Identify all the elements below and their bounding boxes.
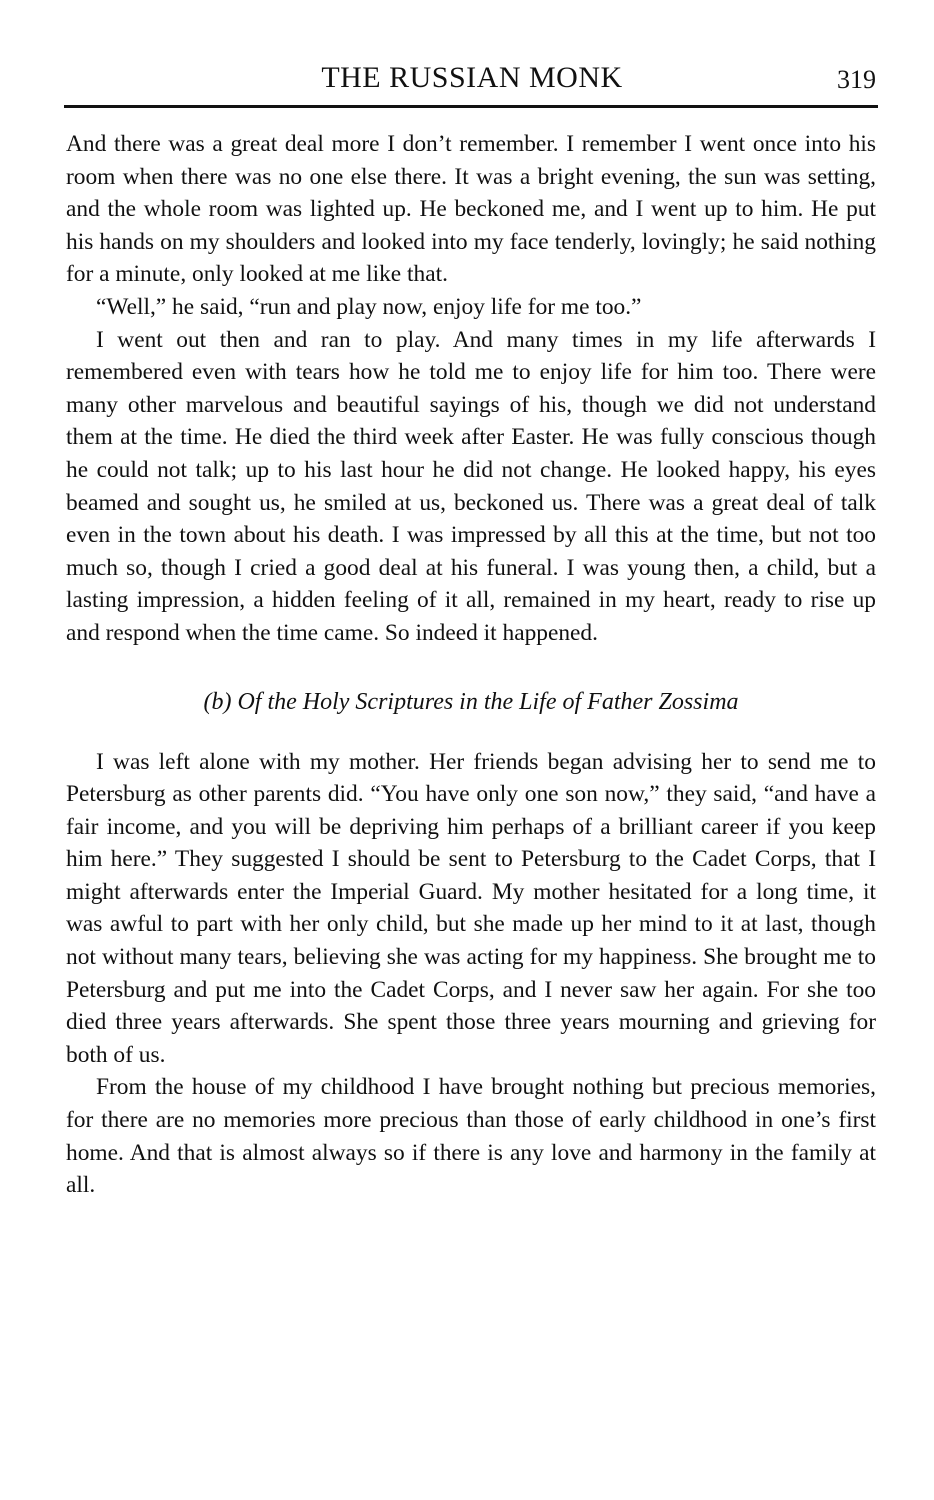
paragraph-run-and-play: “Well,” he said, “run and play now, enjoy life for me too.” — [96, 293, 642, 320]
header-rule — [64, 105, 878, 108]
section-heading: (b) Of the Holy Scriptures in the Life of Father Zossima — [203, 688, 739, 715]
body-text — [66, 128, 876, 1202]
paragraph-memory-of-brother: And there was a great deal more I don’t remember. I remember I went once into his room when there was no one else there. It was a bright evening, the sun was setting, and the whole room was lighted up. He beckoned me, and I went up to him. He put his hands on my shoulders and looked into my face tenderly, lovingly; he said nothing for a minute, only looked at me like that. — [66, 131, 876, 288]
paragraph-childhood-memories: From the house of my childhood I have brought nothing but precious memories, for there are no memories more precious than those of early childhood in one’s first home. And that is almost always so if there is any love and harmony in the family at all. — [66, 1074, 876, 1199]
running-head — [66, 58, 878, 98]
paragraph-brother-death: I went out then and ran to play. And many times in my life afterwards I remembered even with tears how he told me to enjoy life for him too. There were many other marvelous and beautiful sayings of his, though we did not understand them at the time. He died the third week after Easter. He was fully conscious though he could not talk; up to his last hour he did not change. He looked happy, his eyes beamed and sought us, he smiled at us, beckoned us. There was a great deal of talk even in the town about his death. I was impressed by all this at the time, but not too much so, though I cried a good deal at his funeral. I was young then, a child, but a lasting impression, a hidden feeling of it all, remained in my heart, ready to rise up and respond when the time came. So indeed it happened. — [66, 326, 876, 646]
running-title: THE RUSSIAN MONK — [321, 61, 623, 94]
page-number: 319 — [837, 65, 876, 94]
paragraph-petersburg: I was left alone with my mother. Her friends began advising her to send me to Petersburg as other parents did. “You have only one son now,” they said, “and have a fair income, and you will be depriving him perhaps of a brilliant career if you keep him here.” They suggested I should be sent to Petersburg to the Cadet Corps, that I might afterwards enter the Imperial Guard. My mother hesitated for a long time, it was awful to part with her only child, but she made up her mind to it at last, though not without many tears, believing she was acting for my happiness. She brought me to Petersburg and put me into the Cadet Corps, and I never saw her again. For she too died three years afterwards. She spent those three years mourning and grieving for both of us. — [66, 748, 876, 1068]
